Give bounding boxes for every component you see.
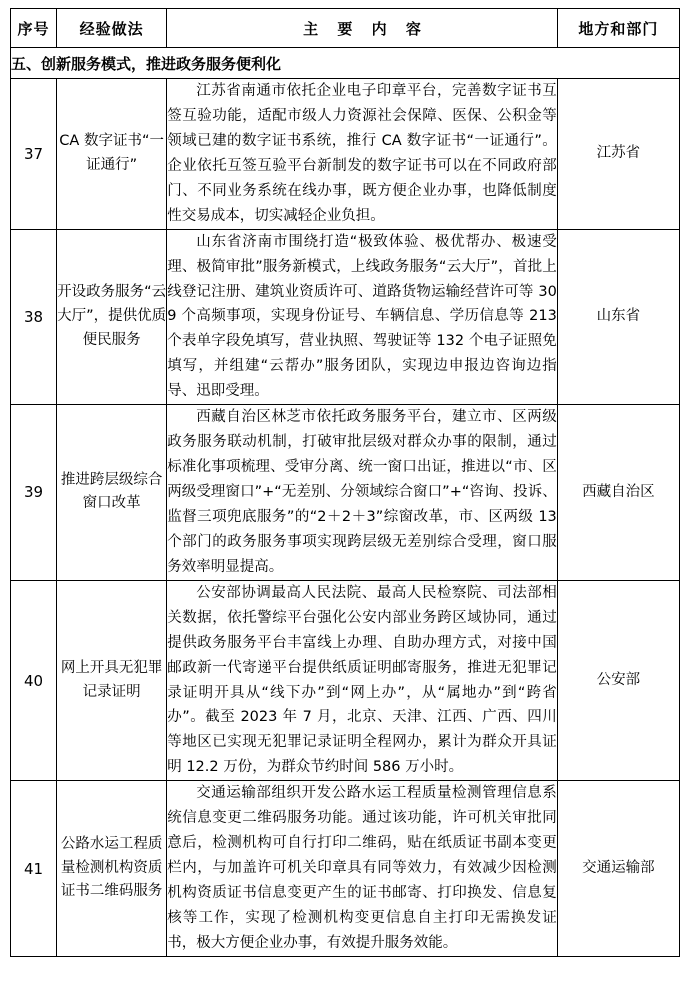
row-main-content <box>167 580 558 781</box>
row-main-text: 公安部协调最高人民法院、最高人民检察院、司法部相关数据，依托警综平台强化公安内部业务跨区域协同，通过提供政务服务平台丰富线上办理、自助办理方式，对接中国邮政新一代寄递平台提供纸质证明邮寄服务，推进无犯罪记录证明开具从“线下办”到“网上办”，从“属地办”到“跨省办”。截至 2023 年 7 月，北京、天津、江西、广西、四川等地区已实现无犯罪记录证明全程网办，累计为群众开具证明 12.2 万份，为群众节约时间 586 万小时。 <box>167 584 557 776</box>
row-region: 交通运输部 <box>557 781 679 957</box>
experience-practices-table <box>10 8 680 957</box>
table-row <box>11 580 680 781</box>
header-region: 地方和部门 <box>557 9 679 48</box>
row-main-text: 西藏自治区林芝市依托政务服务平台，建立市、区两级政务服务联动机制，打破审批层级对群众办事的限制，通过标准化事项梳理、受审分离、统一窗口出证，推进以“市、区两级受理窗口”+“无差别、分领域综合窗口”+“咨询、投诉、监督三项兜底服务”的“2＋2＋3”综窗改革，市、区两级 13 个部门的政务服务事项实现跨层级无差别综合受理，窗口服务效率明显提高。 <box>167 409 557 575</box>
table-row <box>11 79 680 230</box>
section-heading-row <box>11 48 680 79</box>
row-number: 40 <box>11 580 57 781</box>
row-number: 38 <box>11 229 57 405</box>
row-main-text: 山东省济南市围绕打造“极致体验、极优帮办、极速受理、极简审批”服务新模式，上线政务服务“云大厅”，首批上线登记注册、建筑业资质许可、道路货物运输经营许可等 309 个高频事项，实现身份证号、车辆信息、学历信息等 213 个表单字段免填写，营业执照、驾驶证等 132 个电子证照免填写，并组建“云帮办”服务团队，实现边申报边咨询边指导、迅即受理。 <box>167 233 557 400</box>
row-practice: CA 数字证书“一证通行” <box>57 79 167 230</box>
row-main-text: 江苏省南通市依托企业电子印章平台，完善数字证书互签互验功能，适配市级人力资源社会保障、医保、公积金等领域已建的数字证书系统，推行 CA 数字证书“一证通行”。企业依托互签互验平台新制发的数字证书可以在不同政府部门、不同业务系统在线办事，既方便企业办事，也降低制度性交易成本，切实减轻企业负担。 <box>167 83 557 224</box>
header-practice: 经验做法 <box>57 9 167 48</box>
table-row <box>11 781 680 957</box>
row-region: 山东省 <box>557 229 679 405</box>
row-main-content <box>167 79 558 230</box>
row-practice: 开设政务服务“云大厅”，提供优质便民服务 <box>57 229 167 405</box>
row-main-content <box>167 405 558 581</box>
row-practice: 公路水运工程质量检测机构资质证书二维码服务 <box>57 781 167 957</box>
section-heading: 五、创新服务模式，推进政务服务便利化 <box>11 48 680 79</box>
header-no: 序号 <box>11 9 57 48</box>
table-header <box>11 9 680 48</box>
row-main-content <box>167 781 558 957</box>
row-region: 西藏自治区 <box>557 405 679 581</box>
table-header-row <box>11 9 680 48</box>
table-body <box>11 48 680 957</box>
row-region: 公安部 <box>557 580 679 781</box>
table-row <box>11 229 680 405</box>
row-number: 37 <box>11 79 57 230</box>
table-row <box>11 405 680 581</box>
row-practice: 推进跨层级综合窗口改革 <box>57 405 167 581</box>
row-main-content <box>167 229 558 405</box>
row-number: 39 <box>11 405 57 581</box>
row-practice: 网上开具无犯罪记录证明 <box>57 580 167 781</box>
row-number: 41 <box>11 781 57 957</box>
header-main-content: 主 要 内 容 <box>167 9 558 48</box>
row-region: 江苏省 <box>557 79 679 230</box>
row-main-text: 交通运输部组织开发公路水运工程质量检测管理信息系统信息变更二维码服务功能。通过该功能，许可机关审批同意后，检测机构可自行打印二维码，贴在纸质证书副本变更栏内，与加盖许可机关印章具有同等效力，有效减少因检测机构资质证书信息变更产生的证书邮寄、打印换发、信息复核等工作，实现了检测机构变更信息自主打印无需换发证书，极大方便企业办事，有效提升服务效能。 <box>167 785 557 951</box>
